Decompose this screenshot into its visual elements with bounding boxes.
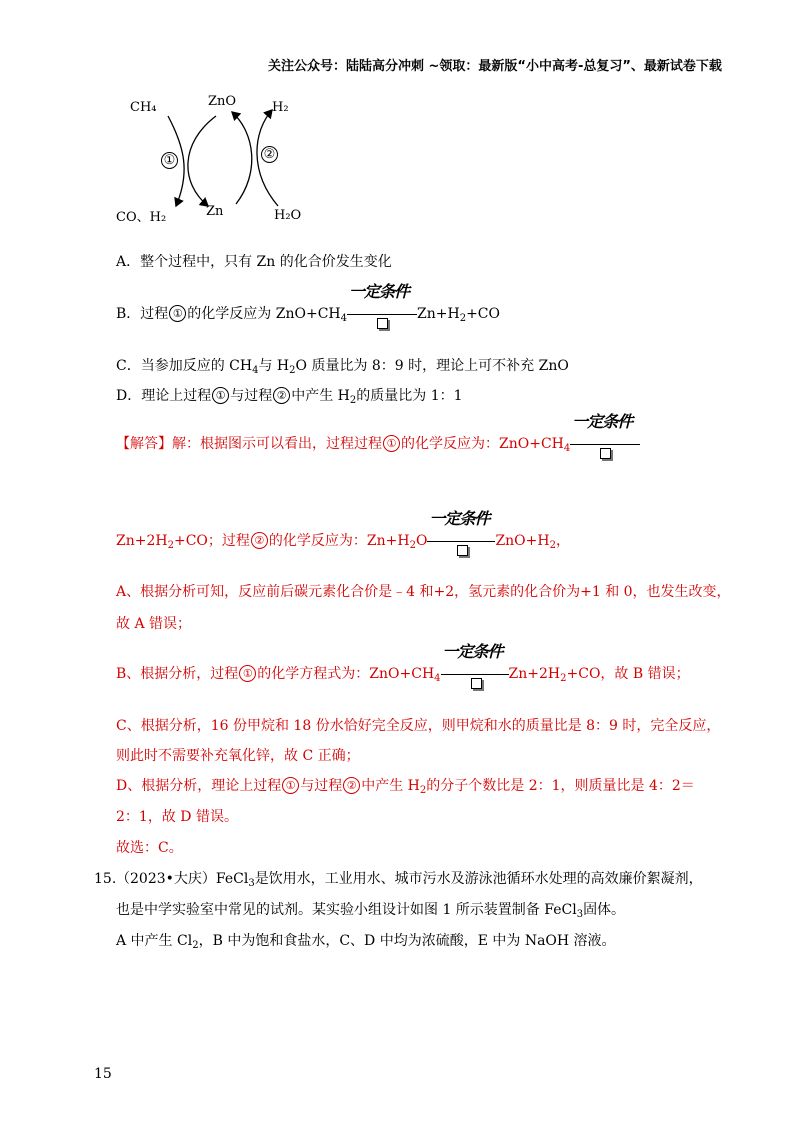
solution-b: B、根据分析，过程 ① 的化学方程式为：$ZnO+CH_4$ 一定条件 $Zn+2H_2+CO$，故 B 错误； [116, 664, 690, 684]
question-15-number: 15. [94, 871, 117, 887]
question-15-line-2: 也是中学实验室中常见的试剂。某实验小组设计如图 1 所示装置制备 FeCl$_3$固体。 [116, 902, 626, 920]
label-h2o: H₂O [274, 208, 302, 223]
solution-d-line-2: 2：1，故 D 错误。 [116, 809, 238, 825]
solution-line-2: $Zn+2H_2+CO$；过程 ② 的化学反应为：$Zn+H_2O$ 一定条件 $ZnO+H_2$， [116, 531, 570, 551]
solution-a-line-1: A、根据分析可知，反应前后碳元素化合价是﹣4 和+2，氢元素的化合价为+1 和 0，也发生改变， [116, 584, 731, 600]
label-h2: H₂ [272, 100, 289, 115]
step-1-marker: ① [161, 152, 178, 169]
label-co-h2: CO、H₂ [116, 210, 167, 225]
label-zn: Zn [206, 204, 224, 219]
solution-c-line-1: C、根据分析，16 份甲烷和 18 份水恰好完全反应，则甲烷和水的质量比是 8：9 时，完全反应， [116, 718, 721, 734]
answer: 故选：C。 [116, 840, 183, 856]
solution-d-line-1: D、根据分析，理论上过程 ① 与过程 ② 中产生 $H_2$的分子个数比是 2：1，则质量比是 4：2＝ [116, 778, 695, 796]
reaction-cycle-diagram [110, 88, 310, 228]
label-zno: ZnO [208, 94, 237, 109]
solution-line-1: 【解答】解：根据图示可以看出，过程过程 ① 的化学反应为：$ZnO+CH_4$ 一定条件 [116, 434, 640, 454]
reaction-condition: 一定条件 [441, 664, 509, 684]
step-2-marker: ② [261, 146, 278, 163]
arrow-zn-to-zno [232, 112, 252, 204]
page-header: 关注公众号：陆陆高分冲刺 ~领取：最新版“小中高考-总复习”、最新试卷下载 [268, 59, 722, 74]
question-15-line-1: （2023•大庆）FeCl$_3$是饮用水，工业用水、城市污水及游泳池循环水处理的高效廉价絮凝剂， [116, 871, 703, 889]
solution-a-line-2: 故 A 错误； [116, 616, 192, 632]
option-b: B．过程 ① 的化学反应为 $ZnO+CH_4$ 一定条件 $Zn+H_2+CO$ [116, 304, 500, 324]
option-c: C．当参加反应的 $CH_4$与 $H_2O$ 质量比为 8：9 时，理论上可不补充 ZnO [116, 358, 569, 376]
reaction-condition: 一定条件 [570, 434, 640, 454]
step-1-ref: ① [169, 305, 186, 322]
solution-c-line-2: 则此时不需要补充氧化锌，故 C 正确； [116, 748, 360, 764]
question-15-line-3: A 中产生 $Cl_2$，B 中为饱和食盐水，C、D 中均为浓硫酸，E 中为 NaOH 溶液。 [116, 933, 616, 951]
reaction-condition: 一定条件 [427, 531, 495, 551]
reaction-condition: 一定条件 [347, 304, 417, 324]
option-d: D．理论上过程 ① 与过程 ② 中产生 $H_2$的质量比为 1：1 [116, 388, 463, 406]
page-number: 15 [94, 1066, 112, 1082]
label-ch4: CH₄ [130, 100, 157, 115]
arrow-zno-to-zn [188, 116, 216, 206]
option-a: A．整个过程中，只有 Zn 的化合价发生变化 [116, 254, 392, 270]
